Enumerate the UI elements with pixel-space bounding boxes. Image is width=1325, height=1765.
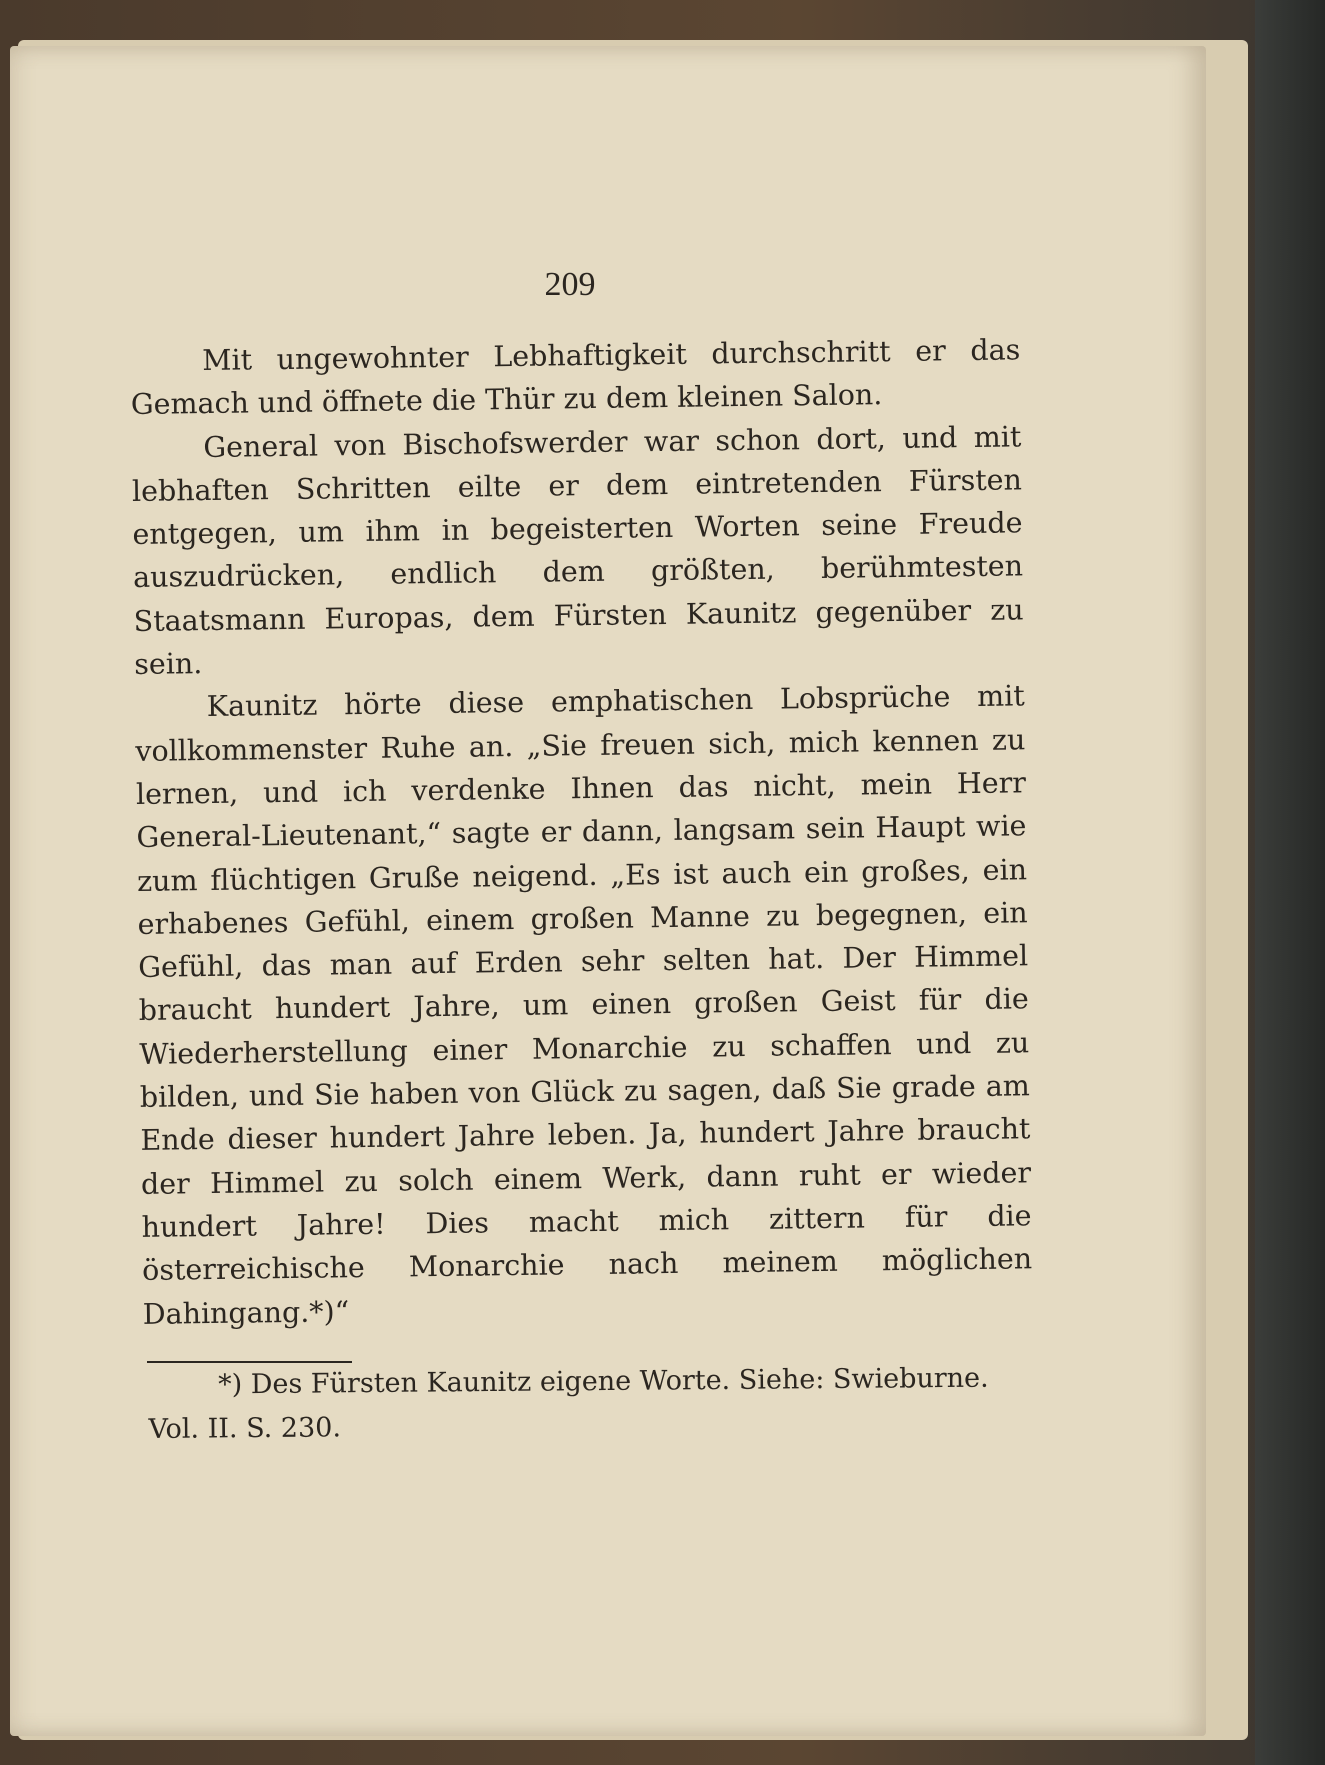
page-number: 209 <box>544 266 596 303</box>
paragraph: Kaunitz hörte diese emphatischen Lobsprüche mit vollkommenster Ruhe an. „Sie freuen sich, mich kennen zu lernen, und ich verdenke Ihnen das nicht, mein Herr General-Lieutenant,“ sagte er dann, langsam sein Haupt wie zum flüchtigen Gruße neigend. „Es ist auch ein großes, ein erhabenes Gefühl, einem großen Manne zu begegnen, ein Gefühl, das man auf Erden sehr selten hat. Der Himmel braucht hundert Jahre, um einen großen Geist für die Wiederherstellung einer Monarchie zu schaffen und zu bilden, und Sie haben von Glück zu sagen, daß Sie grade am Ende dieser hundert Jahre leben. Ja, hundert Jahre braucht der Himmel zu solch einem Werk, dann ruht er wieder hundert Jahre! Dies macht mich zittern für die österreichische Monarchie nach meinem möglichen Dahingang.*)“ <box>135 679 1033 1331</box>
paragraph: General von Bischofswerder war schon dort, und mit lebhaften Schritten eilte er dem eintretenden Fürsten entgegen, um ihm in begeisterten Worten seine Freude auszudrücken, endlich dem größten, berühmtesten Staatsmann Europas, dem Fürsten Kaunitz gegenüber zu sein. <box>131 419 1024 682</box>
footnote-line: Vol. II. S. 230. <box>148 1412 342 1445</box>
book-page <box>10 46 1206 1736</box>
body-text <box>130 328 1033 1335</box>
paragraph: Mit ungewohnter Lebhaftigkeit durchschritt er das Gemach und öffnete die Thür zu dem kleinen Salon. <box>130 333 1021 422</box>
footnote <box>148 1356 1029 1452</box>
footnote-line: *) Des Fürsten Kaunitz eigene Worte. Siehe: Swieburne. <box>218 1362 989 1401</box>
book-spine-edge <box>1255 0 1325 1765</box>
